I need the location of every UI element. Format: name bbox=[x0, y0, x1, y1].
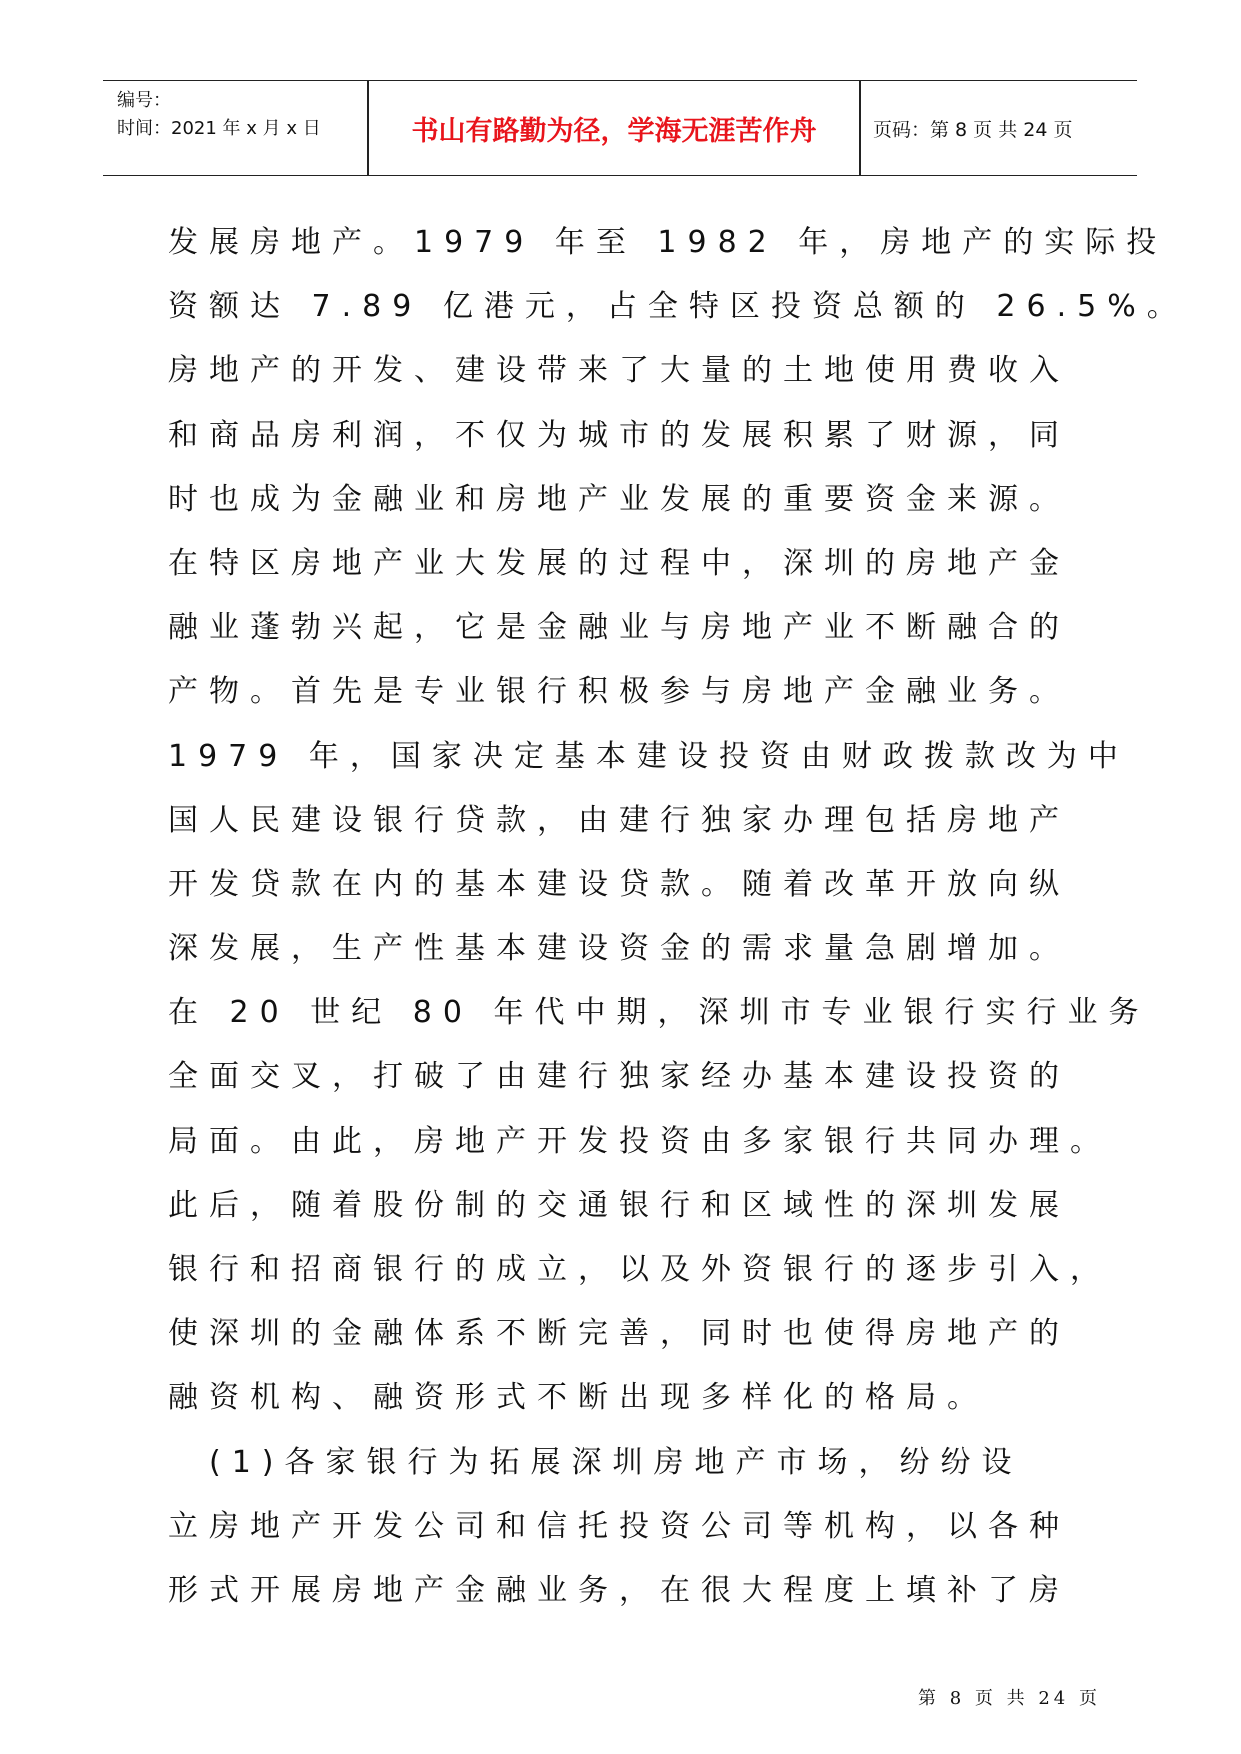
body-line: 使深圳的金融体系不断完善，同时也使得房地产的 bbox=[168, 1316, 1070, 1352]
body-line: (1)各家银行为拓展深圳房地产市场，纷纷设 bbox=[168, 1444, 1023, 1480]
document-time-label: 时间：2021 年 x 月 x 日 bbox=[117, 118, 321, 139]
body-line: 立房地产开发公司和信托投资公司等机构，以各种 bbox=[168, 1508, 1070, 1544]
body-line: 资额达 7.89 亿港元，占全特区投资总额的 26.5%。 bbox=[168, 289, 1188, 325]
body-line: 开发贷款在内的基本建设贷款。随着改革开放向纵 bbox=[168, 866, 1070, 902]
body-line: 发展房地产。1979 年至 1982 年，房地产的实际投 bbox=[168, 225, 1168, 260]
body-line: 此后，随着股份制的交通银行和区域性的深圳发展 bbox=[168, 1187, 1070, 1223]
header-meta bbox=[117, 87, 321, 143]
body-line: 融资机构、融资形式不断出现多样化的格局。 bbox=[168, 1380, 988, 1416]
body-line: 和商品房利润，不仅为城市的发展积累了财源，同 bbox=[168, 417, 1070, 453]
body-line: 融业蓬勃兴起，它是金融业与房地产业不断融合的 bbox=[168, 610, 1070, 646]
body-line: 在特区房地产业大发展的过程中，深圳的房地产金 bbox=[168, 545, 1070, 581]
body-line: 深发展，生产性基本建设资金的需求量急剧增加。 bbox=[168, 931, 1070, 967]
body-line: 在 20 世纪 80 年代中期，深圳市专业银行实行业务 bbox=[168, 995, 1150, 1031]
header-divider-right bbox=[859, 81, 861, 175]
page-header bbox=[103, 80, 1137, 176]
header-motto: 书山有路勤为径，学海无涯苦作舟 bbox=[411, 115, 817, 147]
body-line: 银行和招商银行的成立，以及外资银行的逐步引入， bbox=[168, 1252, 1111, 1287]
header-page-code: 页码：第 8 页 共 24 页 bbox=[873, 118, 1073, 141]
body-line: 局面。由此，房地产开发投资由多家银行共同办理。 bbox=[168, 1123, 1111, 1159]
body-line: 时也成为金融业和房地产业发展的重要资金来源。 bbox=[168, 481, 1070, 517]
document-number-label: 编号： bbox=[117, 90, 171, 111]
body-line: 形式开展房地产金融业务，在很大程度上填补了房 bbox=[168, 1572, 1070, 1608]
body-line: 产物。首先是专业银行积极参与房地产金融业务。 bbox=[168, 674, 1070, 710]
document-body bbox=[168, 211, 1188, 1623]
body-line: 1979 年，国家决定基本建设投资由财政拨款改为中 bbox=[168, 738, 1129, 774]
body-line: 房地产的开发、建设带来了大量的土地使用费收入 bbox=[168, 353, 1070, 389]
page-footer: 第 8 页 共 24 页 bbox=[918, 1688, 1101, 1709]
body-line: 全面交叉，打破了由建行独家经办基本建设投资的 bbox=[168, 1059, 1070, 1095]
body-line: 国人民建设银行贷款，由建行独家办理包括房地产 bbox=[168, 802, 1070, 838]
